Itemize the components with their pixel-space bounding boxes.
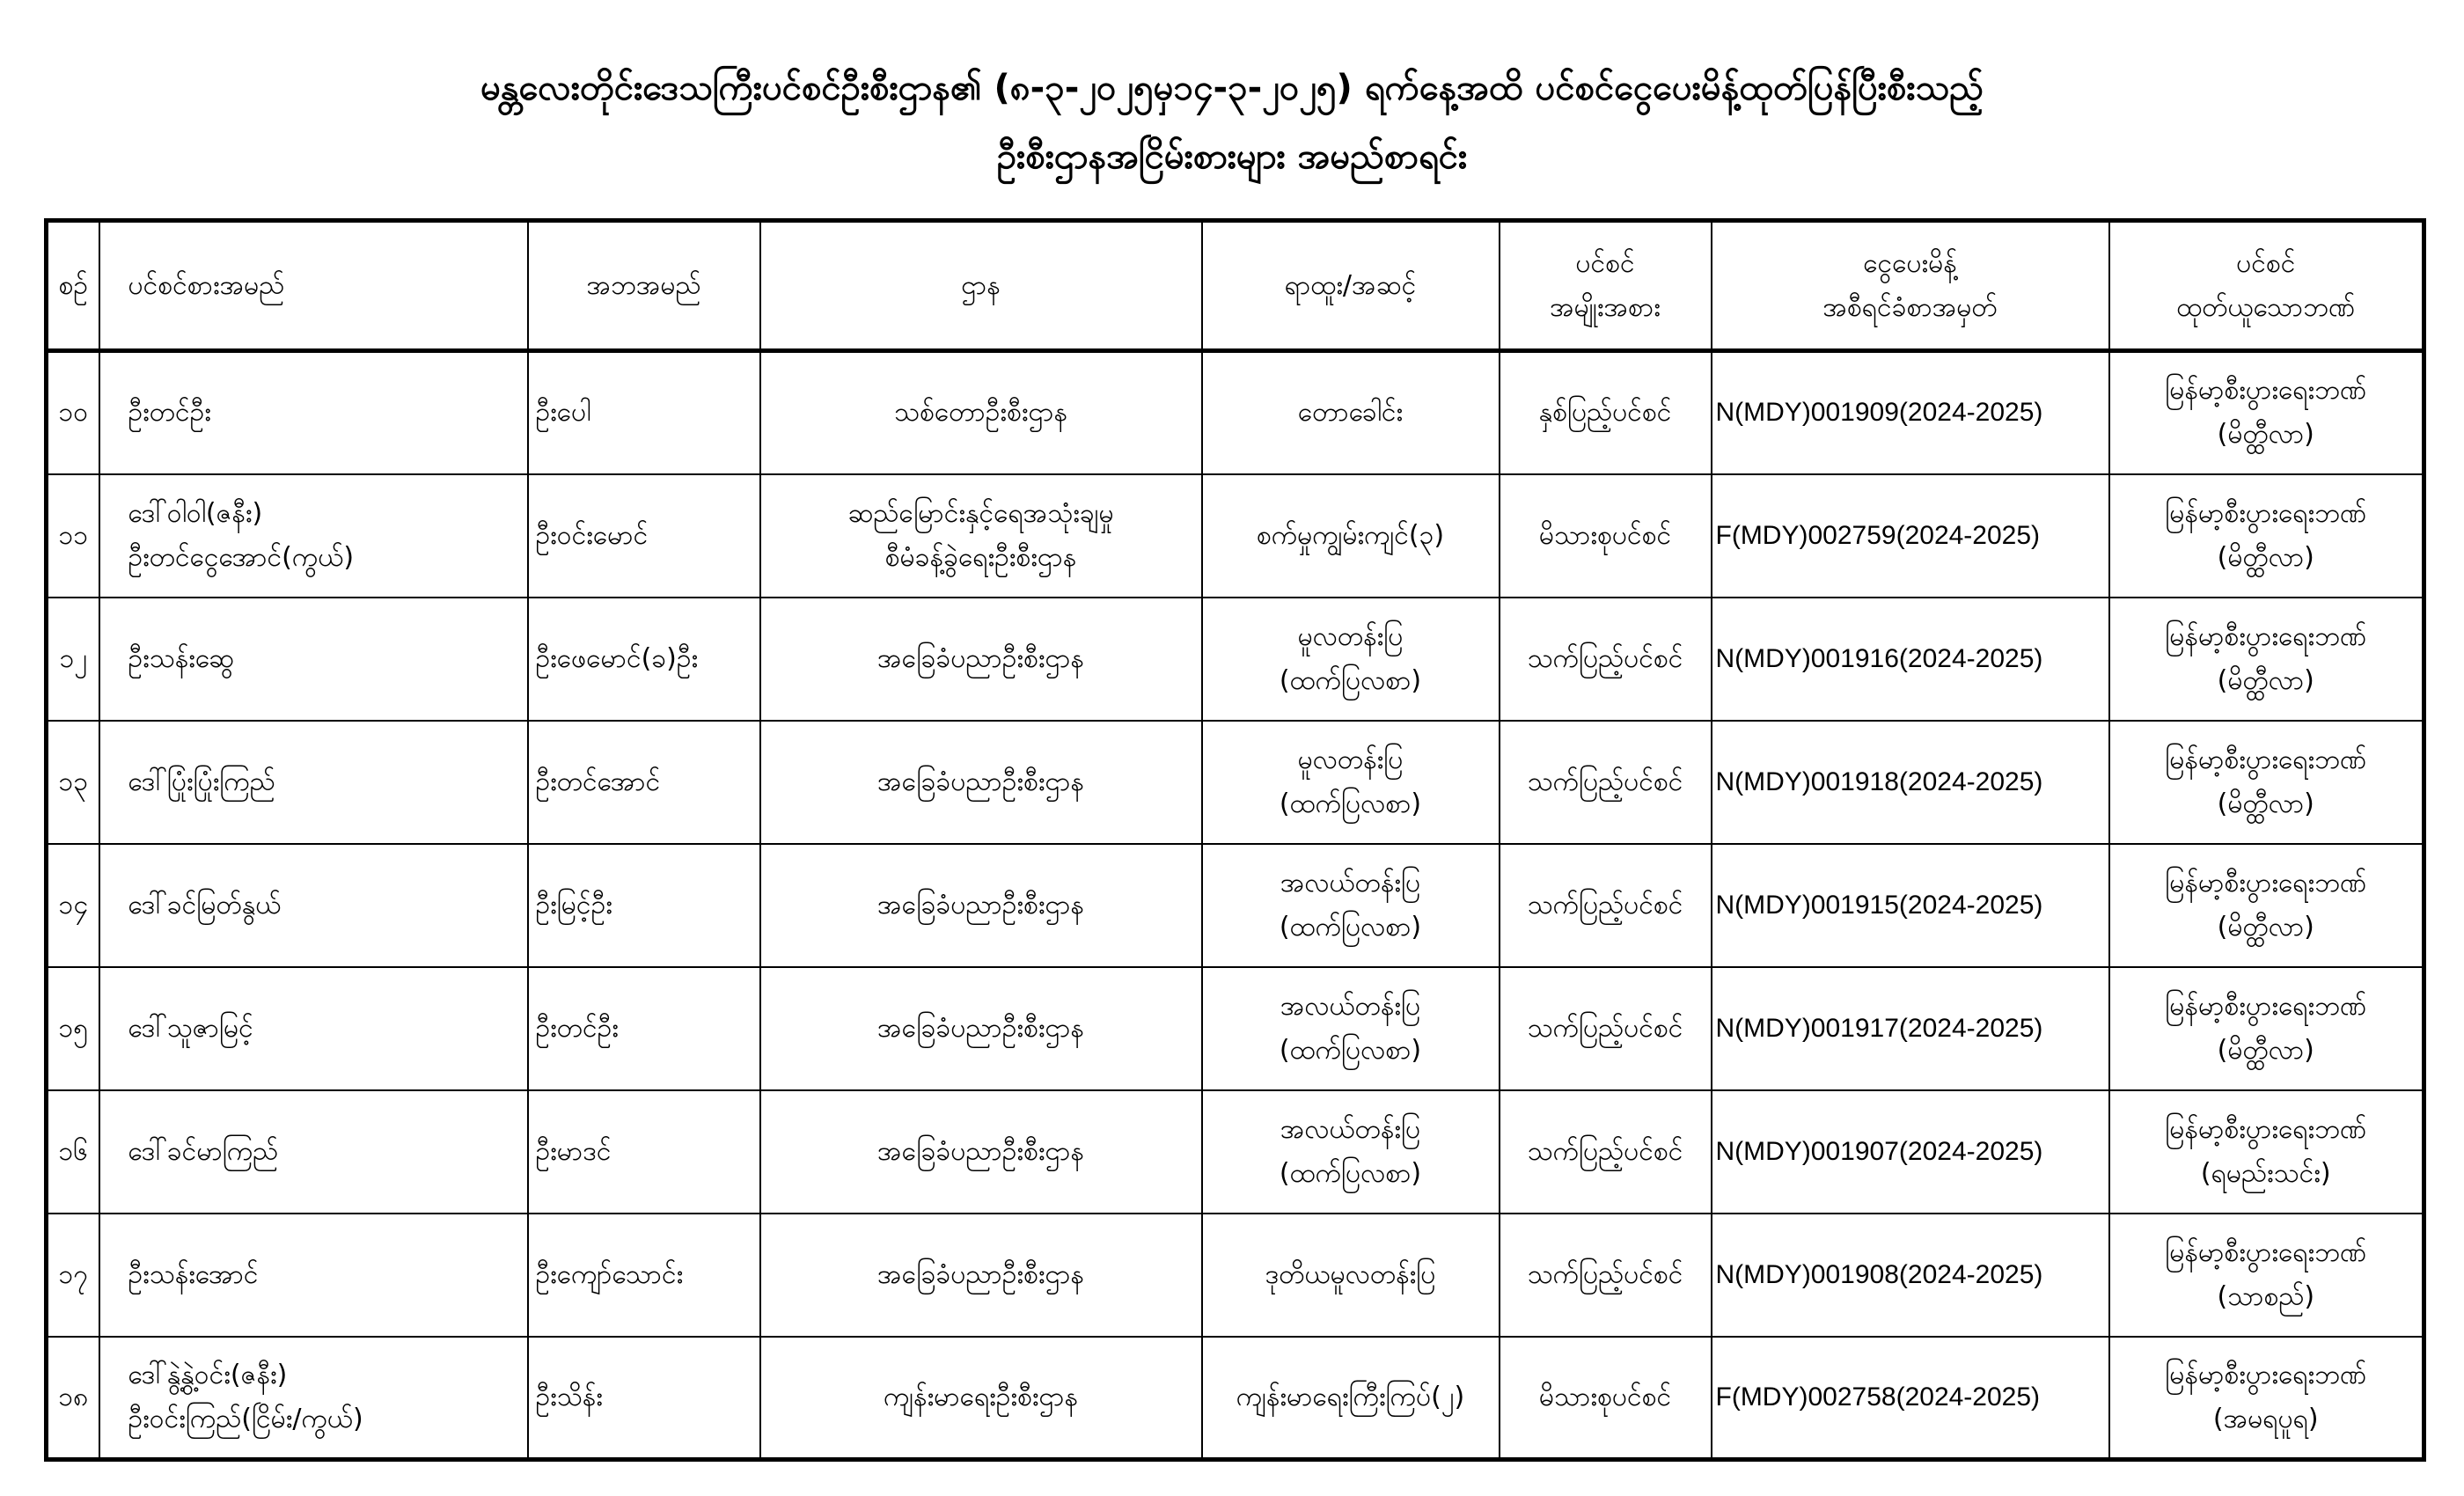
cell-order-number: N(MDY)001909(2024-2025) [1712, 351, 2109, 474]
document-title-line-1: မန္တလေးတိုင်းဒေသကြီးပင်စင်ဦးစီးဌာန၏ (၈-၃-၂၀၂၅မှ၁၄-၃-၂၀၂၅) ရက်နေ့အထိ ပင်စင်ငွေပေးမိန့်ထုတ်ပြန်ပြီးစီးသည့် [480, 68, 1984, 108]
cell-pension-type: မိသားစုပင်စင် [1500, 1337, 1712, 1460]
cell-pensioner-name: ဦးသန်းဆွေ [99, 598, 528, 721]
cell-department: အခြေခံပညာဦးစီးဌာန [760, 844, 1202, 967]
cell-pension-type: မိသားစုပင်စင် [1500, 474, 1712, 598]
cell-father-name: ဦးဝင်းမောင် [528, 474, 760, 598]
header-order-number: ငွေပေးမိန့် အစီရင်ခံစာအမှတ် [1712, 221, 2109, 351]
cell-rank: မူလတန်းပြ (ထက်ပြလစာ) [1202, 598, 1500, 721]
cell-rank: မူလတန်းပြ (ထက်ပြလစာ) [1202, 721, 1500, 844]
cell-pensioner-name: ဒေါ်နွဲ့နွဲ့ဝင်း(ဇနီး) ဦးဝင်းကြည်(ငြိမ်း/ကွယ်) [99, 1337, 528, 1460]
cell-no: ၁၅ [47, 967, 99, 1090]
cell-rank: အလယ်တန်းပြ (ထက်ပြလစာ) [1202, 967, 1500, 1090]
cell-order-number: N(MDY)001908(2024-2025) [1712, 1214, 2109, 1337]
cell-rank: ဒုတိယမူလတန်းပြ [1202, 1214, 1500, 1337]
cell-pensioner-name: ဒေါ်ခင်မြတ်နွယ် [99, 844, 528, 967]
table-row [47, 598, 2424, 721]
header-father: အဘအမည် [528, 221, 760, 351]
cell-pensioner-name: ဦးတင်ဦး [99, 351, 528, 474]
cell-no: ၁၆ [47, 1090, 99, 1214]
cell-father-name: ဦးသိန်း [528, 1337, 760, 1460]
cell-order-number: N(MDY)001917(2024-2025) [1712, 967, 2109, 1090]
cell-pensioner-name: ဒေါ်ခင်မာကြည် [99, 1090, 528, 1214]
cell-pension-type: သက်ပြည့်ပင်စင် [1500, 1214, 1712, 1337]
header-no: စဉ် [47, 221, 99, 351]
cell-pensioner-name: ဦးသန်းအောင် [99, 1214, 528, 1337]
cell-department: ကျန်းမာရေးဦးစီးဌာန [760, 1337, 1202, 1460]
cell-department: သစ်တောဦးစီးဌာန [760, 351, 1202, 474]
cell-bank: မြန်မာ့စီးပွားရေးဘဏ် (ရမည်းသင်း) [2109, 1090, 2424, 1214]
cell-order-number: F(MDY)002758(2024-2025) [1712, 1337, 2109, 1460]
cell-father-name: ဦးပေါ [528, 351, 760, 474]
cell-order-number: N(MDY)001907(2024-2025) [1712, 1090, 2109, 1214]
cell-no: ၁၂ [47, 598, 99, 721]
cell-bank: မြန်မာ့စီးပွားရေးဘဏ် (သာစည်) [2109, 1214, 2424, 1337]
cell-bank: မြန်မာ့စီးပွားရေးဘဏ် (မိတ္ထီလာ) [2109, 598, 2424, 721]
cell-bank: မြန်မာ့စီးပွားရေးဘဏ် (မိတ္ထီလာ) [2109, 474, 2424, 598]
cell-order-number: N(MDY)001918(2024-2025) [1712, 721, 2109, 844]
cell-department: ဆည်မြောင်းနှင့်ရေအသုံးချမှု စီမံခန့်ခွဲရေးဦးစီးဌာန [760, 474, 1202, 598]
cell-father-name: ဦးဖေမောင်(ခ)ဦး [528, 598, 760, 721]
cell-order-number: N(MDY)001916(2024-2025) [1712, 598, 2109, 721]
cell-pension-type: သက်ပြည့်ပင်စင် [1500, 967, 1712, 1090]
header-name: ပင်စင်စားအမည် [99, 221, 528, 351]
cell-pension-type: သက်ပြည့်ပင်စင် [1500, 844, 1712, 967]
cell-bank: မြန်မာ့စီးပွားရေးဘဏ် (မိတ္ထီလာ) [2109, 967, 2424, 1090]
cell-no: ၁၃ [47, 721, 99, 844]
table-row [47, 967, 2424, 1090]
table-row [47, 1337, 2424, 1460]
cell-no: ၁၈ [47, 1337, 99, 1460]
cell-order-number: N(MDY)001915(2024-2025) [1712, 844, 2109, 967]
cell-department: အခြေခံပညာဦးစီးဌာန [760, 1214, 1202, 1337]
cell-pensioner-name: ဒေါ်သူဇာမြင့် [99, 967, 528, 1090]
cell-father-name: ဦးမြင့်ဦး [528, 844, 760, 967]
cell-rank: အလယ်တန်းပြ (ထက်ပြလစာ) [1202, 844, 1500, 967]
header-pension-type: ပင်စင် အမျိုးအစား [1500, 221, 1712, 351]
cell-pensioner-name: ဒေါ်ဝါဝါ(ဇနီး) ဦးတင်ငွေအောင်(ကွယ်) [99, 474, 528, 598]
cell-father-name: ဦးတင်ဦး [528, 967, 760, 1090]
cell-department: အခြေခံပညာဦးစီးဌာန [760, 1090, 1202, 1214]
cell-no: ၁၇ [47, 1214, 99, 1337]
cell-pension-type: သက်ပြည့်ပင်စင် [1500, 1090, 1712, 1214]
header-rank: ရာထူး/အဆင့် [1202, 221, 1500, 351]
cell-bank: မြန်မာ့စီးပွားရေးဘဏ် (အမရပူရ) [2109, 1337, 2424, 1460]
cell-pensioner-name: ဒေါ်ပြုံးပြုံးကြည် [99, 721, 528, 844]
cell-rank: စက်မှုကျွမ်းကျင်(၃) [1202, 474, 1500, 598]
cell-pension-type: နှစ်ပြည့်ပင်စင် [1500, 351, 1712, 474]
cell-no: ၁၁ [47, 474, 99, 598]
cell-rank: အလယ်တန်းပြ (ထက်ပြလစာ) [1202, 1090, 1500, 1214]
cell-rank: ကျန်းမာရေးကြီးကြပ်(၂) [1202, 1337, 1500, 1460]
table-row [47, 1214, 2424, 1337]
cell-father-name: ဦးတင်အောင် [528, 721, 760, 844]
document-title-line-2: ဦးစီးဌာနအငြိမ်းစားများ အမည်စာရင်း [996, 136, 1468, 177]
cell-rank: တောခေါင်း [1202, 351, 1500, 474]
cell-department: အခြေခံပညာဦးစီးဌာန [760, 967, 1202, 1090]
cell-bank: မြန်မာ့စီးပွားရေးဘဏ် (မိတ္ထီလာ) [2109, 721, 2424, 844]
cell-no: ၁၄ [47, 844, 99, 967]
header-bank: ပင်စင် ထုတ်ယူသောဘဏ် [2109, 221, 2424, 351]
cell-bank: မြန်မာ့စီးပွားရေးဘဏ် (မိတ္ထီလာ) [2109, 844, 2424, 967]
table-row [47, 351, 2424, 474]
cell-order-number: F(MDY)002759(2024-2025) [1712, 474, 2109, 598]
cell-pension-type: သက်ပြည့်ပင်စင် [1500, 598, 1712, 721]
table-row [47, 1090, 2424, 1214]
table-row [47, 474, 2424, 598]
cell-department: အခြေခံပညာဦးစီးဌာန [760, 721, 1202, 844]
pensioner-table [44, 218, 2426, 1462]
cell-department: အခြေခံပညာဦးစီးဌာန [760, 598, 1202, 721]
cell-father-name: ဦးမာဒင် [528, 1090, 760, 1214]
cell-father-name: ဦးကျော်သောင်း [528, 1214, 760, 1337]
cell-bank: မြန်မာ့စီးပွားရေးဘဏ် (မိတ္ထီလာ) [2109, 351, 2424, 474]
header-department: ဌာန [760, 221, 1202, 351]
cell-no: ၁၀ [47, 351, 99, 474]
cell-pension-type: သက်ပြည့်ပင်စင် [1500, 721, 1712, 844]
table-row [47, 721, 2424, 844]
table-row [47, 844, 2424, 967]
table-header-row [47, 221, 2424, 351]
